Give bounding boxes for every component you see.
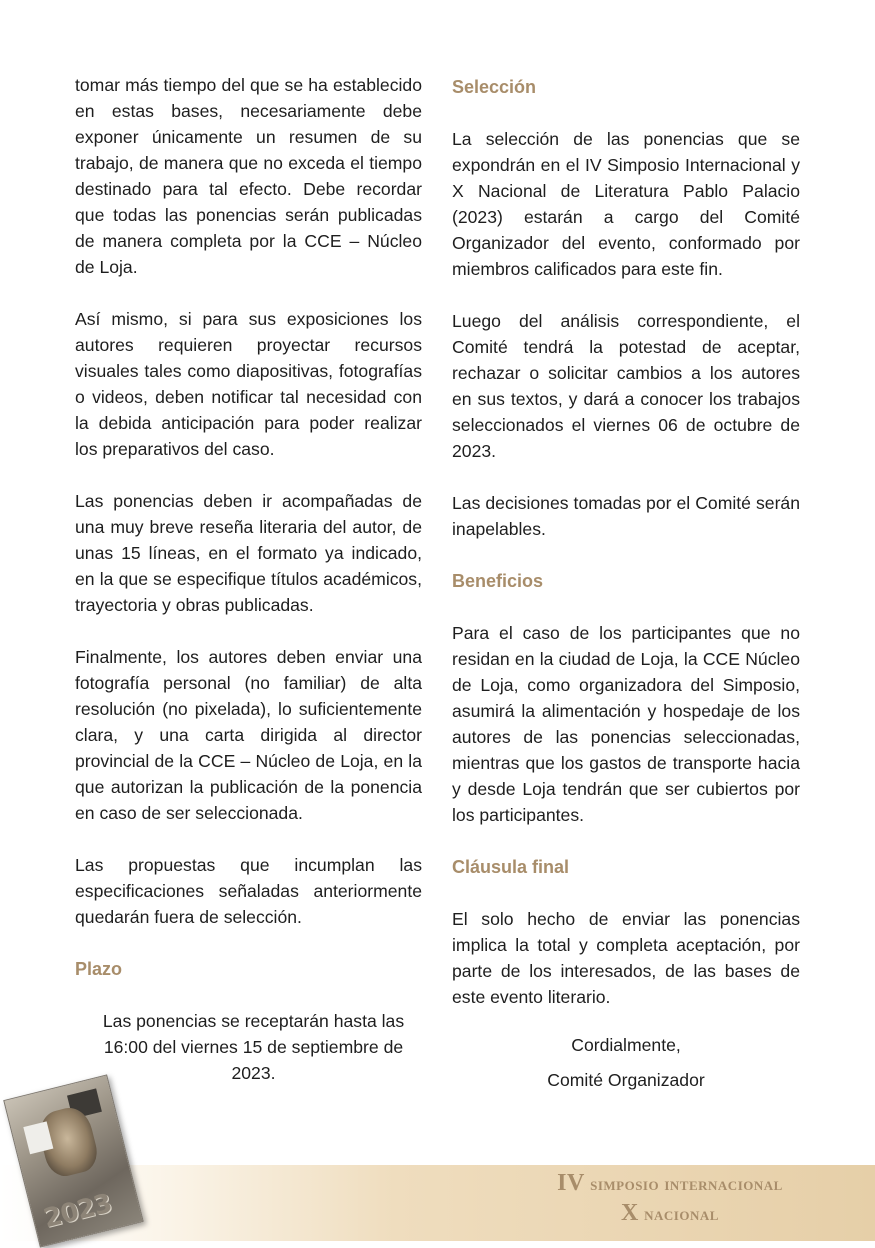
heading-seleccion: Selección <box>452 77 537 97</box>
footer-event-title <box>500 1170 840 1230</box>
paragraph-selection-committee: La selección de las ponencias que se expondrán en el IV Simposio Internacional y X Nacional de Literatura Pablo Palacio (2023) estarán a cargo del Comité Organizador del evento, conformado por miembros calificados para este fin. <box>452 129 800 279</box>
right-column <box>452 72 800 1098</box>
paragraph-exclusion: Las propuestas que incumplan las especificaciones señaladas anteriormente quedarán fuera de selección. <box>75 855 422 927</box>
paragraph-visual-resources: Así mismo, si para sus exposiciones los autores requieren proyectar recursos visuales tales como diapositivas, fotografías o videos, deben notificar tal necesidad con la debida anticipación para poder realizar los preparativos del caso. <box>75 309 422 459</box>
left-column <box>75 72 422 1112</box>
paragraph-author-review: Las ponencias deben ir acompañadas de una muy breve reseña literaria del autor, de unas 15 líneas, en el formato ya indicado, en la que se especifique títulos académicos, trayectoria y obras publicadas. <box>75 491 422 615</box>
paragraph-final-clause: El solo hecho de enviar las ponencias implica la total y completa aceptación, por parte de los interesados, de las bases de este evento literario. <box>452 909 800 1007</box>
signature-committee: Comité Organizador <box>547 1070 705 1090</box>
paragraph-photo-letter: Finalmente, los autores deben enviar una fotografía personal (no familiar) de alta resolución (no pixelada), lo suficientemente clara, y una carta dirigida al director provincial de la CCE – Núcleo de Loja, en la que autorizan la publicación de la ponencia en caso de ser seleccionada. <box>75 647 422 823</box>
heading-plazo: Plazo <box>75 959 123 979</box>
signature-block <box>452 1028 800 1098</box>
paragraph-decisions: Las decisiones tomadas por el Comité serán inapelables. <box>452 493 800 539</box>
heading-clausula-final: Cláusula final <box>452 857 570 877</box>
book-year: 2023 <box>40 1188 115 1235</box>
footer-line2-text: nacional <box>644 1204 719 1225</box>
heading-beneficios: Beneficios <box>452 571 544 591</box>
paragraph-benefits: Para el caso de los participantes que no residan en la ciudad de Loja, la CCE Núcleo de Loja, como organizadora del Simposio, asumirá la alimentación y hospedaje de los autores de las ponencias seleccionadas, mientras que los gastos de transporte hacia y desde Loja tendrán que ser cubiertos por los participantes. <box>452 623 800 825</box>
closing-salutation: Cordialmente, <box>571 1035 681 1055</box>
paragraph-exposition-time: tomar más tiempo del que se ha establecido en estas bases, necesariamente debe exponer únicamente un resumen de su trabajo, de manera que no exceda el tiempo destinado para tal efecto. Debe recordar que todas las ponencias serán publicadas de manera completa por la CCE – Núcleo de Loja. <box>75 75 422 277</box>
footer-numeral-iv: IV <box>557 1170 585 1196</box>
footer-line1-text: simposio internacional <box>590 1174 783 1195</box>
paragraph-selection-analysis: Luego del análisis correspondiente, el Comité tendrá la potestad de aceptar, rechazar o solicitar cambios a los autores en sus textos, y dará a conocer los trabajos seleccionados el viernes 06 de octubre de 2023. <box>452 311 800 461</box>
footer-numeral-x: X <box>621 1200 639 1226</box>
paragraph-plazo: Las ponencias se receptarán hasta las 16:00 del viernes 15 de septiembre de 2023. <box>102 1011 405 1083</box>
